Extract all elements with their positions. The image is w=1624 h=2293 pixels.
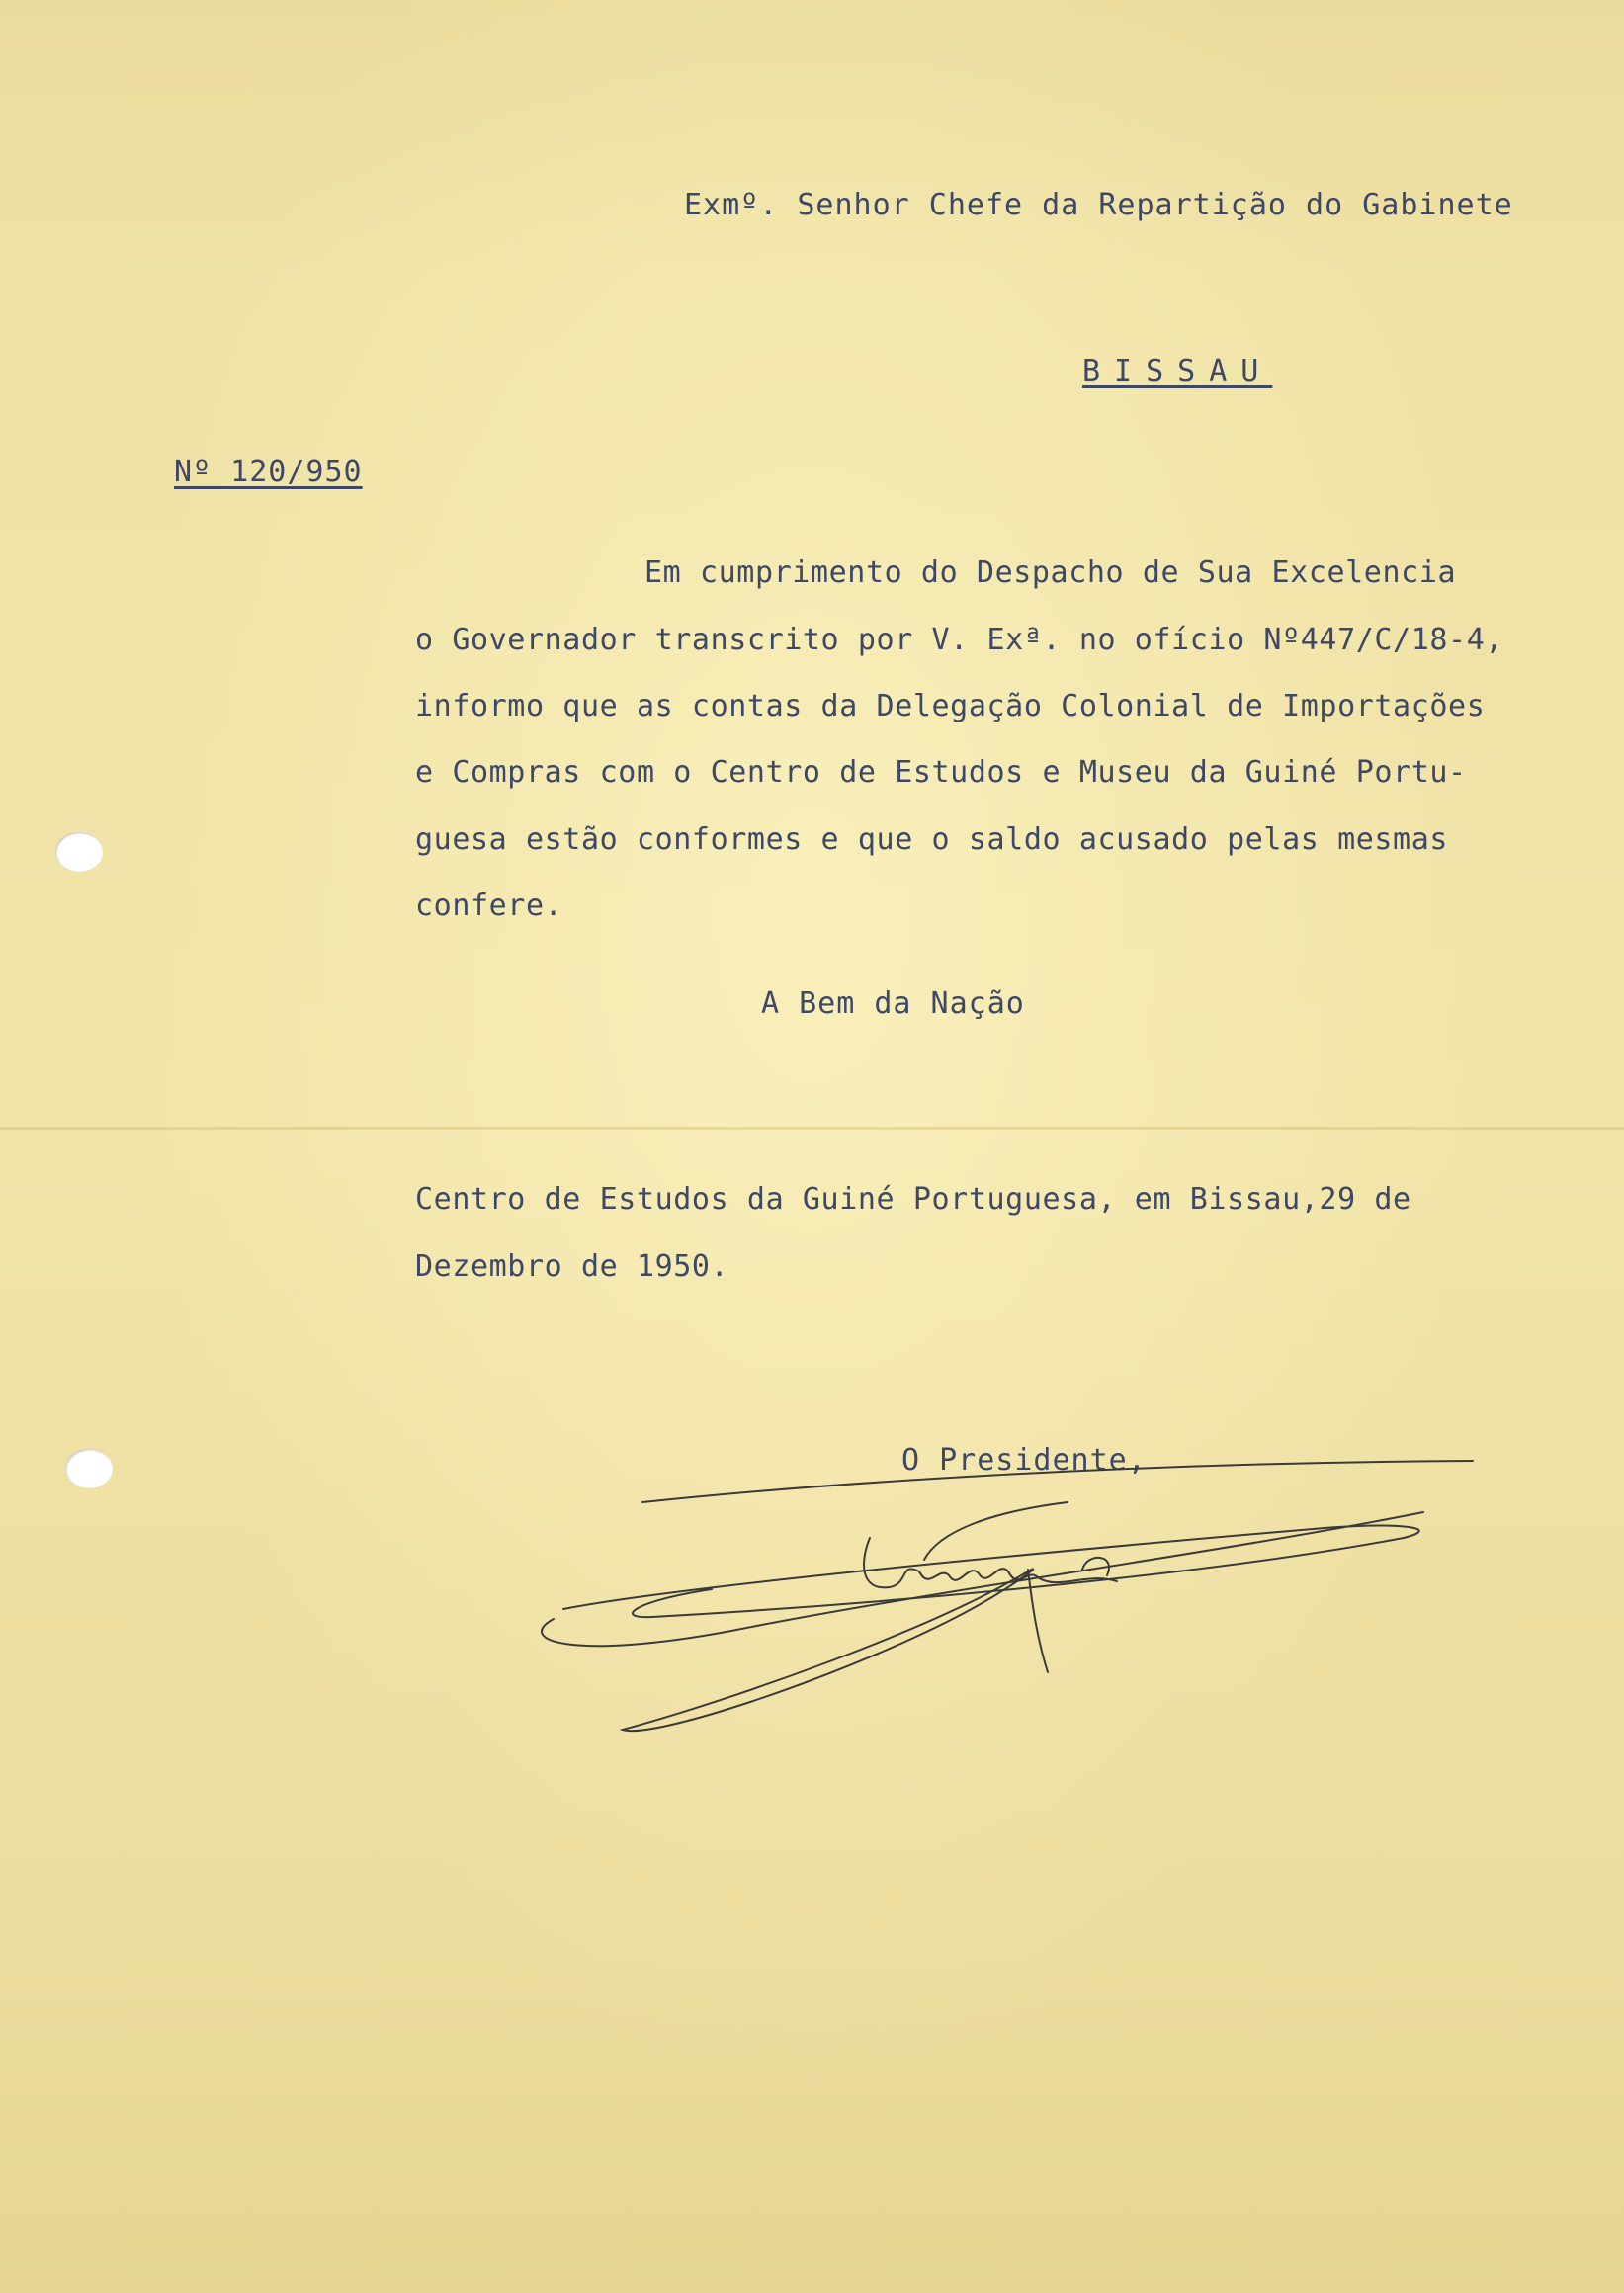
body-line: e Compras com o Centro de Estudos e Museu da Guiné Portu- xyxy=(415,755,1467,790)
paper-fold xyxy=(0,1127,1624,1130)
body-line: confere. xyxy=(415,889,563,923)
punch-hole xyxy=(55,832,103,872)
signature-scrawl xyxy=(534,1443,1483,1769)
place-date-line: Centro de Estudos da Guiné Portuguesa, em Bissau,29 de xyxy=(415,1182,1411,1217)
body-line: o Governador transcrito por V. Exª. no ofício Nº447/C/18-4, xyxy=(415,623,1504,657)
closing-salutation: A Bem da Nação xyxy=(761,986,1025,1021)
signatory-title: O Presidente, xyxy=(901,1443,1147,1478)
body-line: informo que as contas da Delegação Colonial de Importações xyxy=(415,689,1486,723)
city-heading: BISSAU xyxy=(1082,354,1273,388)
reference-number: Nº 120/950 xyxy=(174,455,363,489)
addressee-line: Exmº. Senhor Chefe da Repartição do Gabinete xyxy=(684,188,1513,222)
body-line: Em cumprimento do Despacho de Sua Excelencia xyxy=(644,555,1457,590)
body-line: guesa estão conformes e que o saldo acusado pelas mesmas xyxy=(415,822,1449,857)
punch-hole xyxy=(65,1449,113,1488)
place-date-line: Dezembro de 1950. xyxy=(415,1249,729,1284)
